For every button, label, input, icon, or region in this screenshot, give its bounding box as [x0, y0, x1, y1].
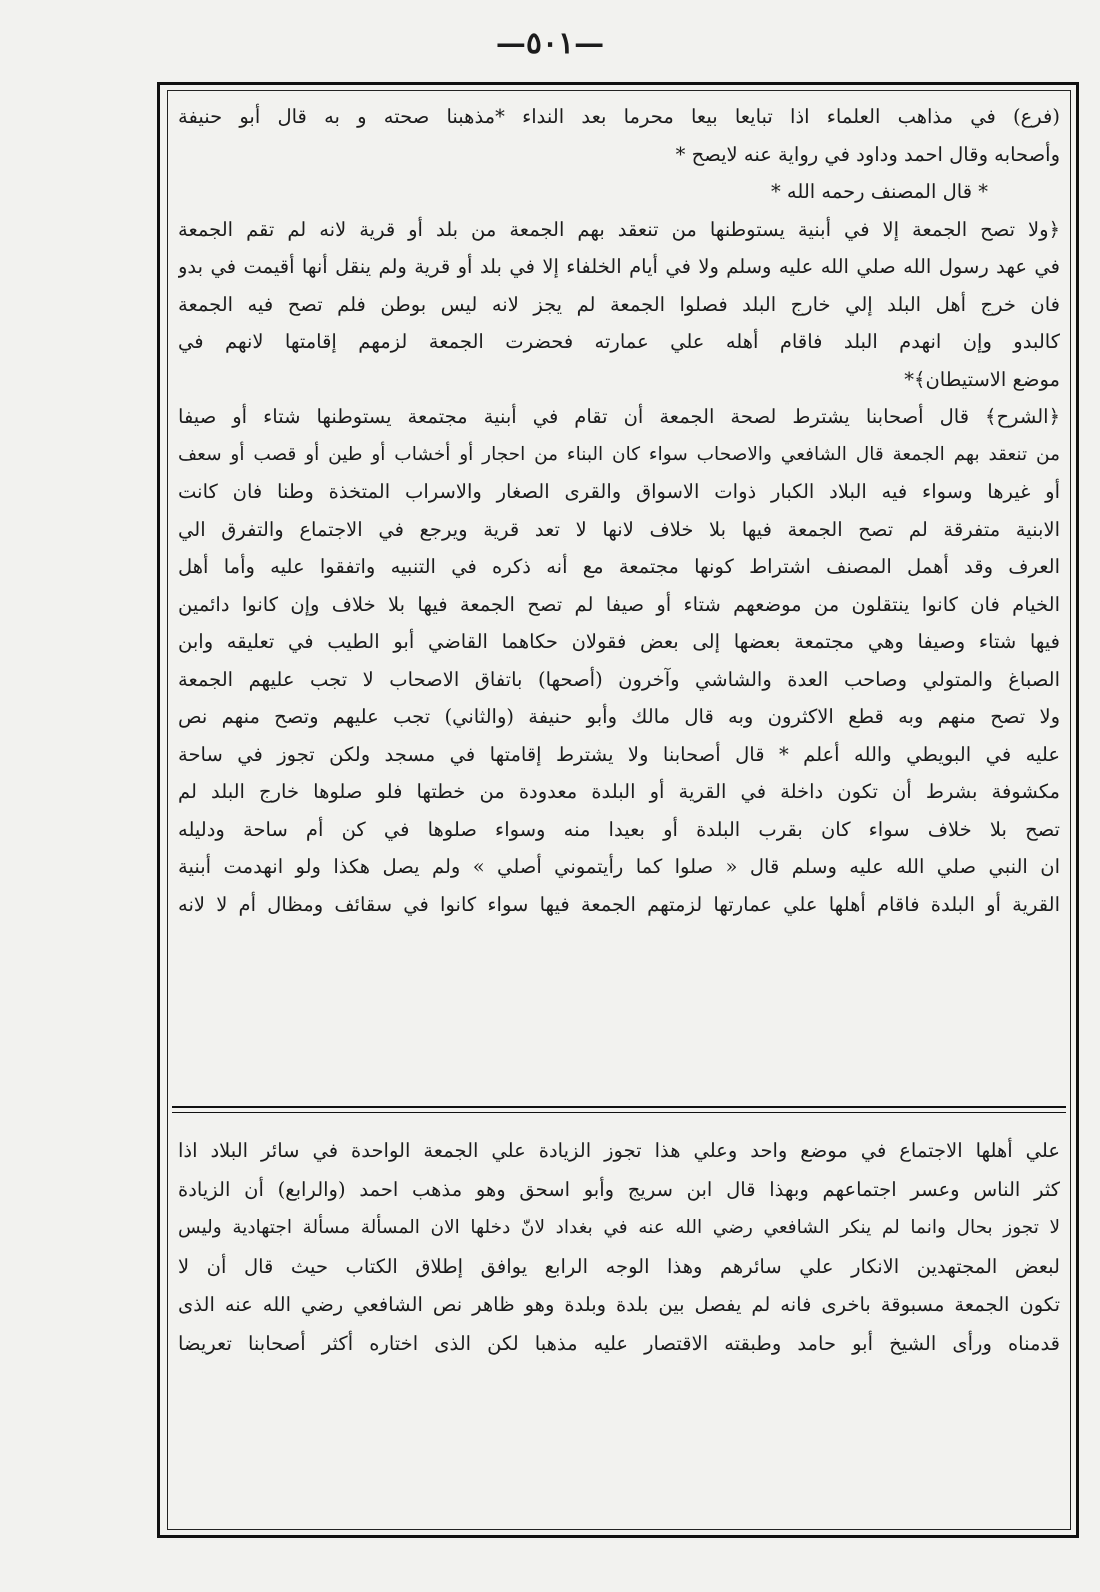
footnote-line: تكون الجمعة مسبوقة باخرى فانه لم يفصل بين بلدة وبلدة وهو ظاهر نص الشافعي رضي الله عنه الذى [178, 1293, 1060, 1316]
text-line: الصباغ والمتولي وصاحب العدة والشاشي وآخرون (أصحها) باتفاق الاصحاب لا تجب عليهم الجمعة [178, 667, 1060, 691]
text-line: فيها شتاء وصيفا وهي مجتمعة بعضها إلى بعض فقولان حكاهما القاضي أبو الطيب في تعليقه وابن [178, 630, 1060, 653]
text-line: ﴿الشرح﴾ قال أصحابنا يشترط لصحة الجمعة أن تقام في أبنية مجتمعة يستوطنها شتاء أو صيفا [178, 405, 1060, 428]
text-line: ﴿ولا تصح الجمعة إلا في أبنية يستوطنها من تنعقد بهم الجمعة من بلد أو قرية لانه لم تقم الجمعة [178, 217, 1060, 241]
text-line: عليه في البويطي والله أعلم * قال أصحابنا ولا يشترط إقامتها في مسجد ولكن تجوز في ساحة [178, 742, 1060, 766]
footnote-line: علي أهلها الاجتماع في موضع واحد وعلي هذا تجوز الزيادة علي الجمعة الواحدة في سائر البلاد اذا [178, 1139, 1060, 1162]
text-line: ان النبي صلي الله عليه وسلم قال « صلوا كما رأيتموني أصلي » ولم يصل هكذا ولو انهدمت أبنية [178, 855, 1060, 878]
page-number: —٥٠١— [495, 26, 605, 61]
footnote-text [178, 1132, 1060, 1524]
text-line: أو غيرها وسواء فيه البلاد الكبار ذوات الاسواق والقرى الصغار والاسراب المتخذة وطنا فان كانت [178, 480, 1060, 503]
separator-rule [172, 1112, 1066, 1113]
text-line: فان خرج أهل البلد إلي خارج البلد فصلوا الجمعة لم يجز لانه ليس بوطن فلم تصح فيه الجمعة [178, 292, 1060, 316]
footnote-line: لا تجوز بحال وانما لم ينكر الشافعي رضي الله عنه في بغداد لانّ دخلها الان المسألة مسألة اجتهادية وليس [178, 1217, 1060, 1238]
text-line: الخيام فان كانوا ينتقلون من موضعهم شتاء أو صيفا لم تصح الجمعة فيها بلا خلاف وإن كانوا دائمين [178, 592, 1060, 616]
text-line: مكشوفة بشرط أن تكون داخلة في القرية أو البلدة معدودة من خطتها فلو صلوها خارج البلد لم [178, 780, 1060, 803]
footnote-line: كثر الناس وعسر اجتماعهم وبهذا قال ابن سريج وأبو اسحق وهو مذهب احمد (والرابع) أن الزيادة [178, 1177, 1060, 1201]
text-line: وأصحابه وقال احمد وداود في رواية عنه لايصح * [675, 142, 1060, 166]
text-line: القرية أو البلدة فاقام أهلها علي عمارتها لزمتهم الجمعة فيها سواء كانوا في سقائف ومظال أم لا لانه [178, 892, 1060, 916]
text-line: من تنعقد بهم الجمعة قال الشافعي والاصحاب سواء كان البناء من احجار أو أخشاب أو طين أو قصب أو سعف [178, 443, 1060, 465]
footnote-line: لبعض المجتهدين الانكار علي سائرهم وهذا الوجه الرابع يوافق إطلاق الكتاب حيث قال أن لا [178, 1254, 1060, 1278]
text-line: العرف وقد أهمل المصنف اشتراط كونها مجتمعة مع أنه ذكره في التنبيه واتفقوا عليه وأما أهل [178, 555, 1060, 578]
text-line: تصح بلا خلاف سواء كان بقرب البلدة أو بعيدا منه وسواء صلوها في كن أم ساحة ودليله [178, 817, 1060, 841]
text-line: موضع الاستيطان﴾* [904, 367, 1060, 391]
text-line: (فرع) في مذاهب العلماء اذا تبايعا بيعا محرما بعد النداء *مذهبنا صحته و به قال أبو حنيفة [178, 105, 1060, 128]
separator-rule [172, 1106, 1066, 1108]
text-line: ولا تصح منهم وبه قطع الاكثرون وبه قال مالك وأبو حنيفة (والثاني) تجب عليهم وتصح منهم نص [178, 705, 1060, 728]
text-line: الابنية متفرقة لم تصح الجمعة فيها بلا خلاف لانها لا تعد قرية ويرجع في الاجتماع والتفرق الي [178, 517, 1060, 541]
main-text [178, 98, 1060, 1088]
section-heading: * قال المصنف رحمه الله * [770, 180, 988, 203]
text-line: في عهد رسول الله صلي الله عليه وسلم ولا في أيام الخلفاء إلا في بلد أو قرية ولم ينقل أنها أقيمت في بدو [178, 255, 1060, 278]
footnote-line: قدمناه ورأى الشيخ أبو حامد وطبقته الاقتصار عليه مذهبا لكن الذى اختاره أكثر أصحابنا تعريضا [178, 1331, 1060, 1355]
text-line: كالبدو وإن انهدم البلد فاقام أهله علي عمارته فحضرت الجمعة لزمهم إقامتها لانهم في [178, 330, 1060, 353]
